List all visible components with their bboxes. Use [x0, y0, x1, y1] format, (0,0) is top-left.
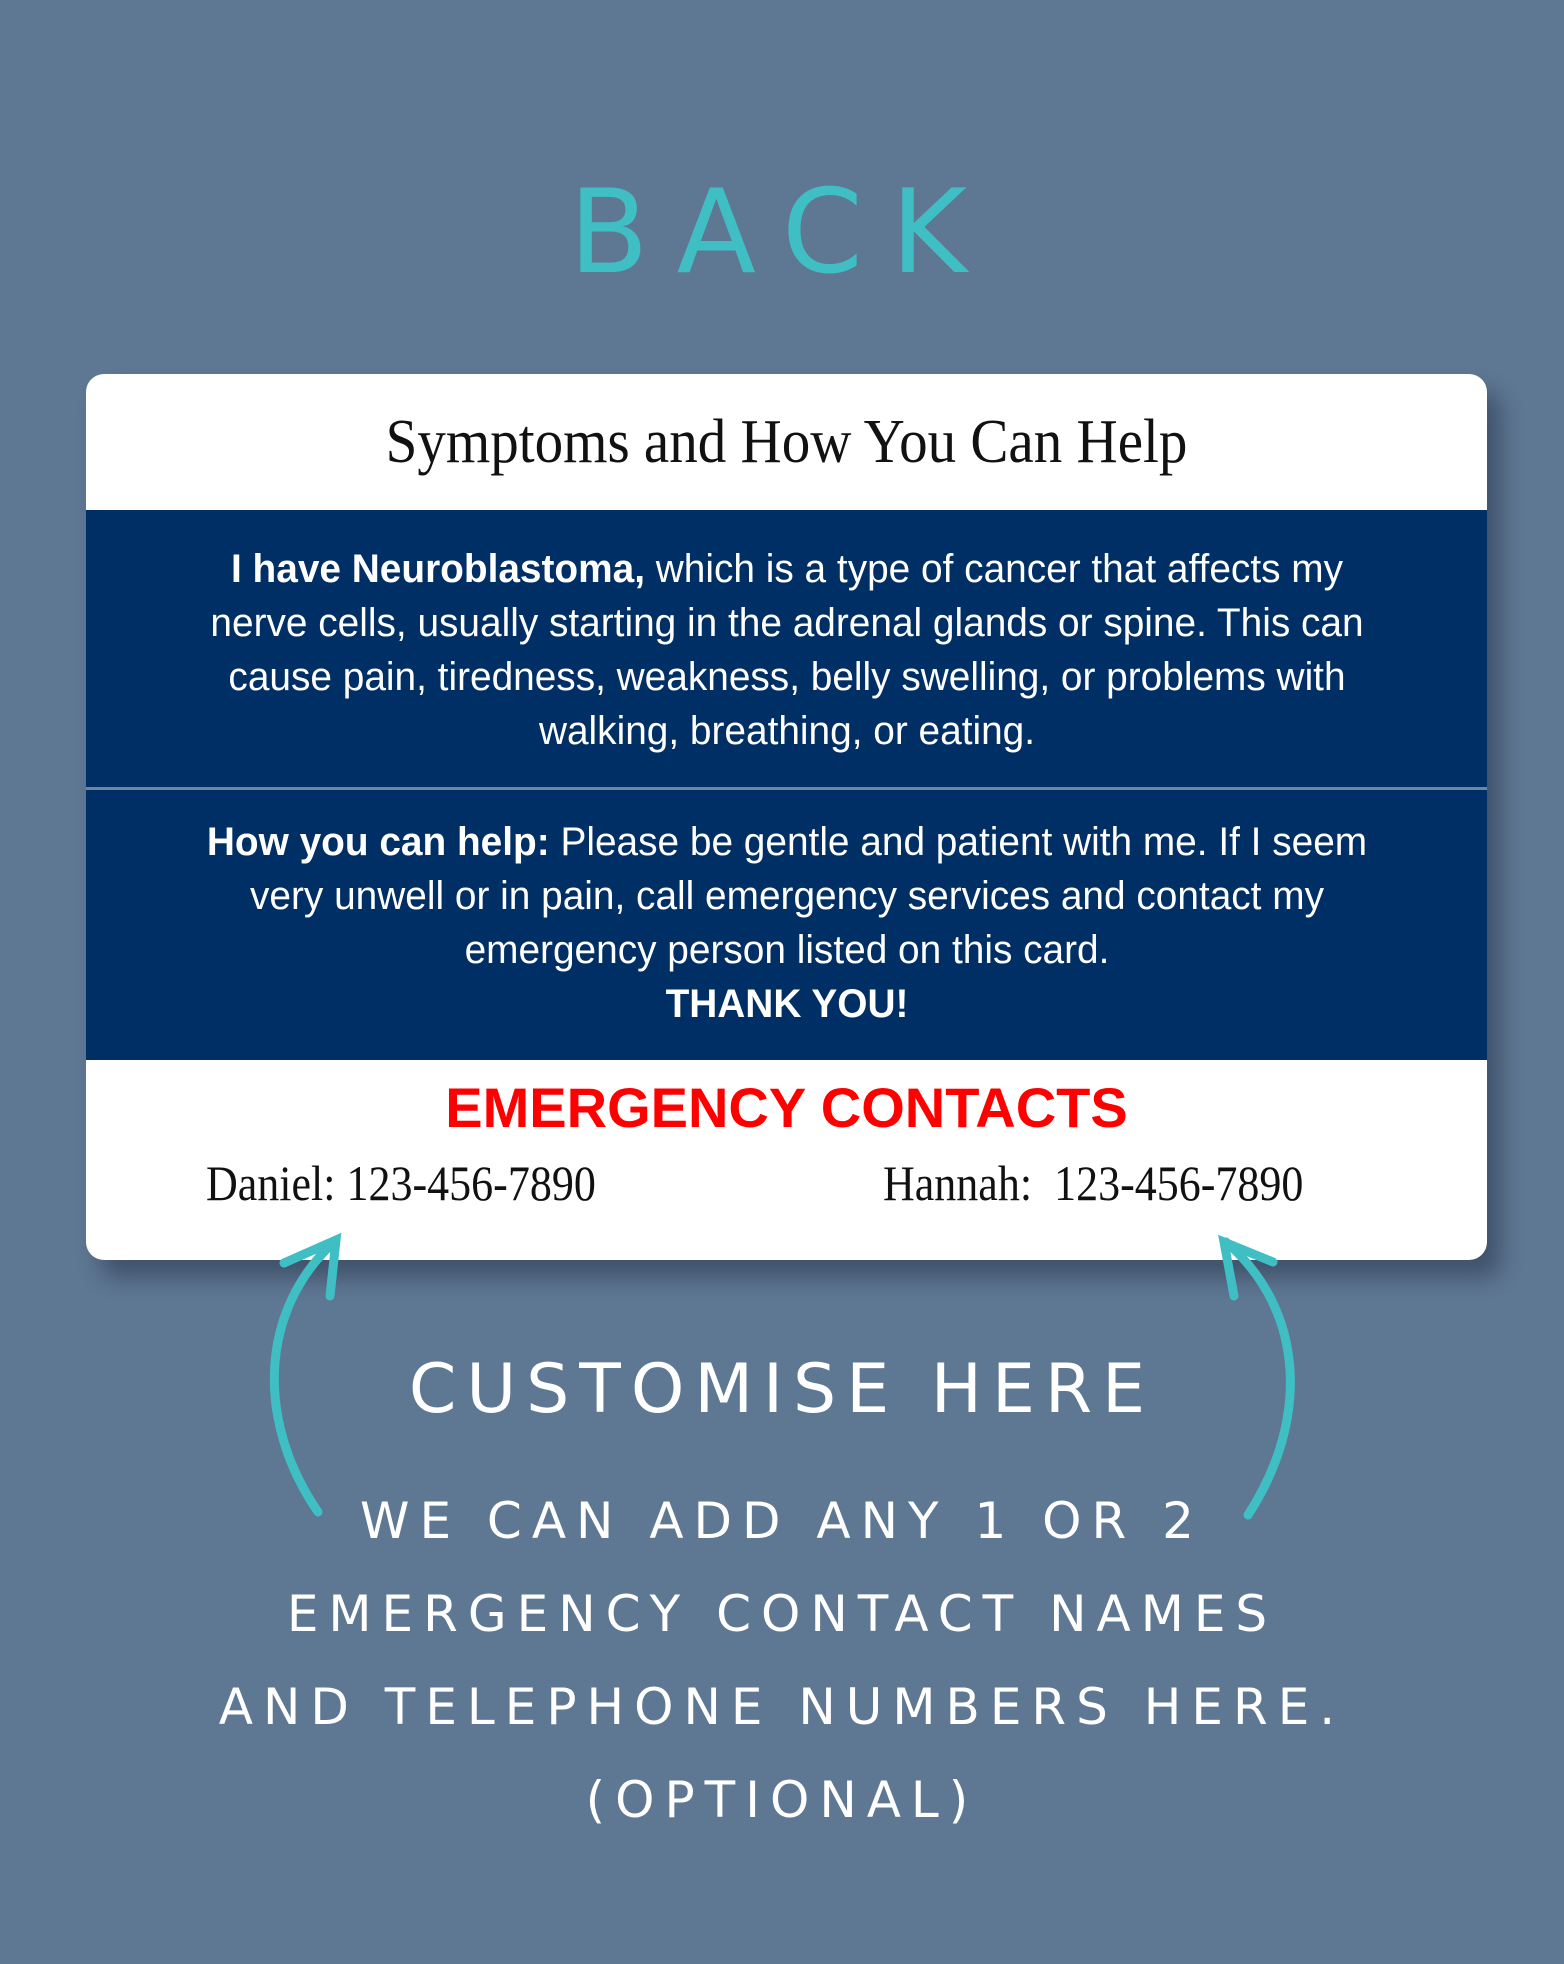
condition-text: which is a type of cancer that affects my nerve cells, usually starting in the adrenal glands or spine. This can cause pain, tiredness, weakness, belly swelling, or problems with walking, breathing, or eating.	[209, 547, 1364, 753]
contact-name: Hannah:	[883, 1155, 1033, 1211]
back-heading: BACK	[569, 165, 995, 300]
help-bold: How you can help:	[206, 820, 550, 864]
customise-description	[0, 1475, 1564, 1847]
customise-title: CUSTOMISE HERE	[408, 1350, 1156, 1429]
customise-line: EMERGENCY CONTACT NAMES	[286, 1585, 1278, 1643]
contact-name: Daniel:	[206, 1155, 336, 1211]
customise-line: (OPTIONAL)	[585, 1771, 979, 1829]
contact-phone: 123-456-7890	[346, 1155, 596, 1211]
condition-bold: I have Neuroblastoma,	[230, 547, 645, 591]
customise-line: WE CAN ADD ANY 1 OR 2	[360, 1492, 1204, 1550]
thank-you: THANK YOU!	[665, 982, 908, 1026]
help-text: Please be gentle and patient with me. If I seem very unwell or in pain, call emergency services and contact my emergency person listed on this card.	[249, 820, 1367, 972]
contact-phone: 123-456-7890	[1054, 1155, 1304, 1211]
emergency-contacts-title: EMERGENCY CONTACTS	[445, 1076, 1128, 1139]
card-title: Symptoms and How You Can Help	[385, 407, 1188, 476]
customise-line: AND TELEPHONE NUMBERS HERE.	[218, 1678, 1346, 1736]
